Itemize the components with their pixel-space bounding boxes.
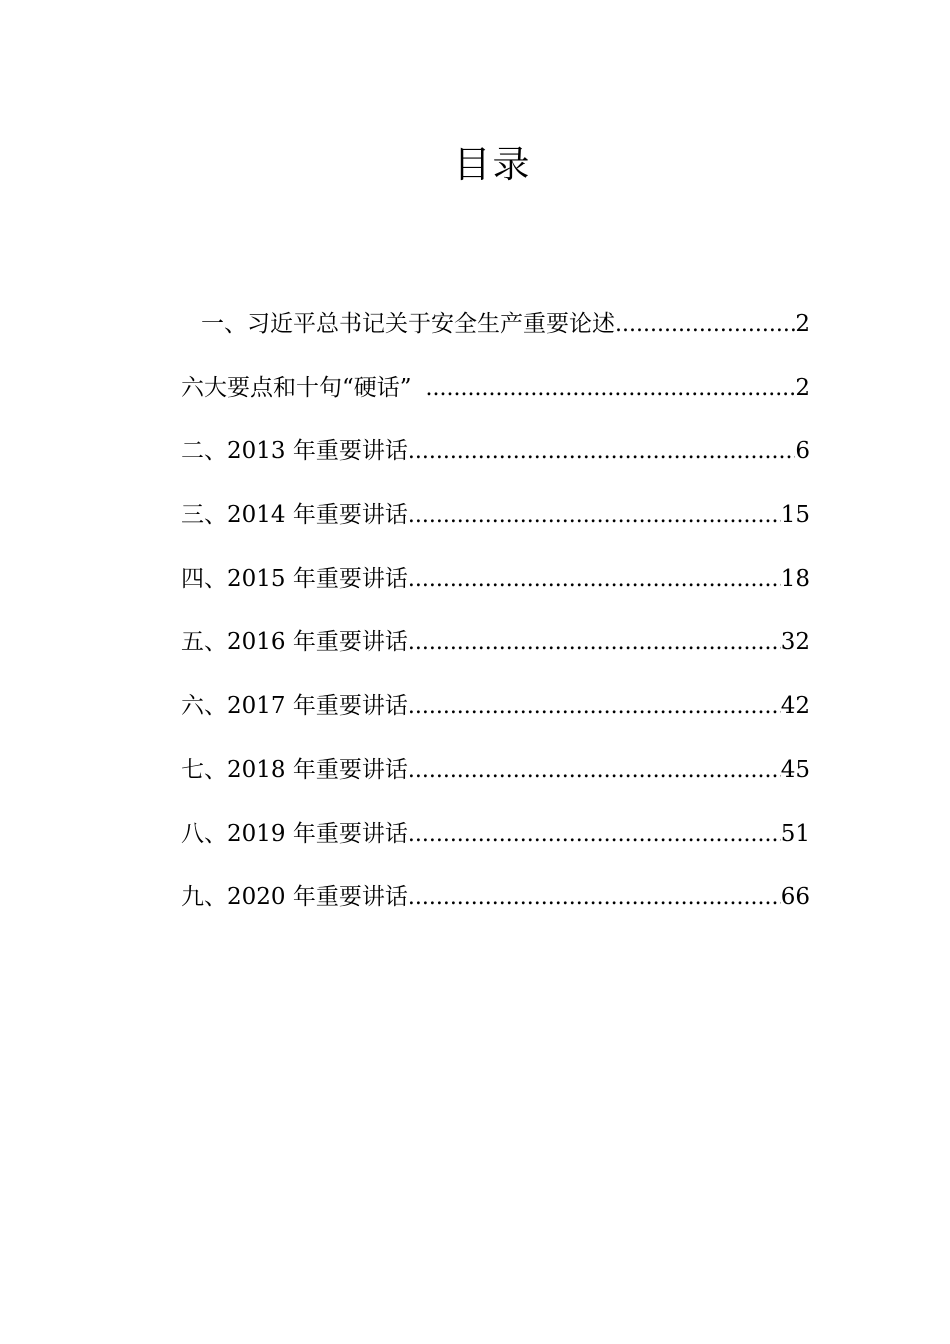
toc-dot-leader [408, 622, 781, 664]
toc-dot-leader [408, 877, 781, 919]
toc-entry-label: 四、2015 年重要讲话 [181, 565, 408, 592]
toc-entry-label: 二、2013 年重要讲话 [181, 438, 408, 465]
toc-entry[interactable] [181, 621, 810, 685]
toc-entry[interactable] [181, 685, 810, 749]
toc-dot-leader [408, 495, 781, 537]
toc-entry-page: 18 [780, 565, 810, 592]
toc-entry[interactable] [181, 303, 810, 367]
toc-entry-page: 2 [795, 311, 810, 337]
toc-dot-leader [408, 431, 796, 473]
toc-entry-page: 45 [780, 756, 810, 783]
toc-entry-label: 七、2018 年重要讲话 [181, 756, 408, 783]
toc-entry[interactable] [181, 494, 810, 558]
toc-entry-page: 32 [780, 629, 810, 656]
toc-dot-leader [408, 750, 781, 792]
toc-entry-label: 五、2016 年重要讲话 [181, 629, 408, 656]
toc-dot-leader [615, 304, 795, 346]
toc-entry-label: 三、2014 年重要讲话 [181, 502, 408, 529]
toc-entry-page: 42 [780, 693, 810, 720]
toc-entry[interactable] [181, 430, 810, 494]
toc-entry[interactable] [181, 876, 810, 940]
toc-entry-label: 一、习近平总书记关于安全生产重要论述 [201, 311, 615, 337]
toc-entry-label: 六大要点和十句“硬话” [181, 374, 412, 401]
toc-list [181, 303, 810, 940]
toc-entry-page: 51 [780, 820, 810, 847]
toc-entry[interactable] [181, 367, 810, 431]
toc-entry[interactable] [181, 813, 810, 877]
toc-entry-page: 2 [795, 374, 810, 401]
toc-title: 目录 [453, 143, 532, 186]
toc-entry[interactable] [181, 749, 810, 813]
toc-entry-page: 6 [795, 438, 810, 465]
toc-entry-page: 15 [780, 502, 810, 529]
toc-dot-leader [408, 814, 781, 856]
toc-entry[interactable] [181, 558, 810, 622]
toc-entry-label: 六、2017 年重要讲话 [181, 693, 408, 720]
toc-entry-label: 九、2020 年重要讲话 [181, 884, 408, 911]
toc-dot-leader [408, 559, 781, 601]
toc-entry-page: 66 [780, 884, 810, 911]
toc-dot-leader [408, 686, 781, 728]
toc-dot-leader [426, 368, 796, 410]
toc-entry-label: 八、2019 年重要讲话 [181, 820, 408, 847]
